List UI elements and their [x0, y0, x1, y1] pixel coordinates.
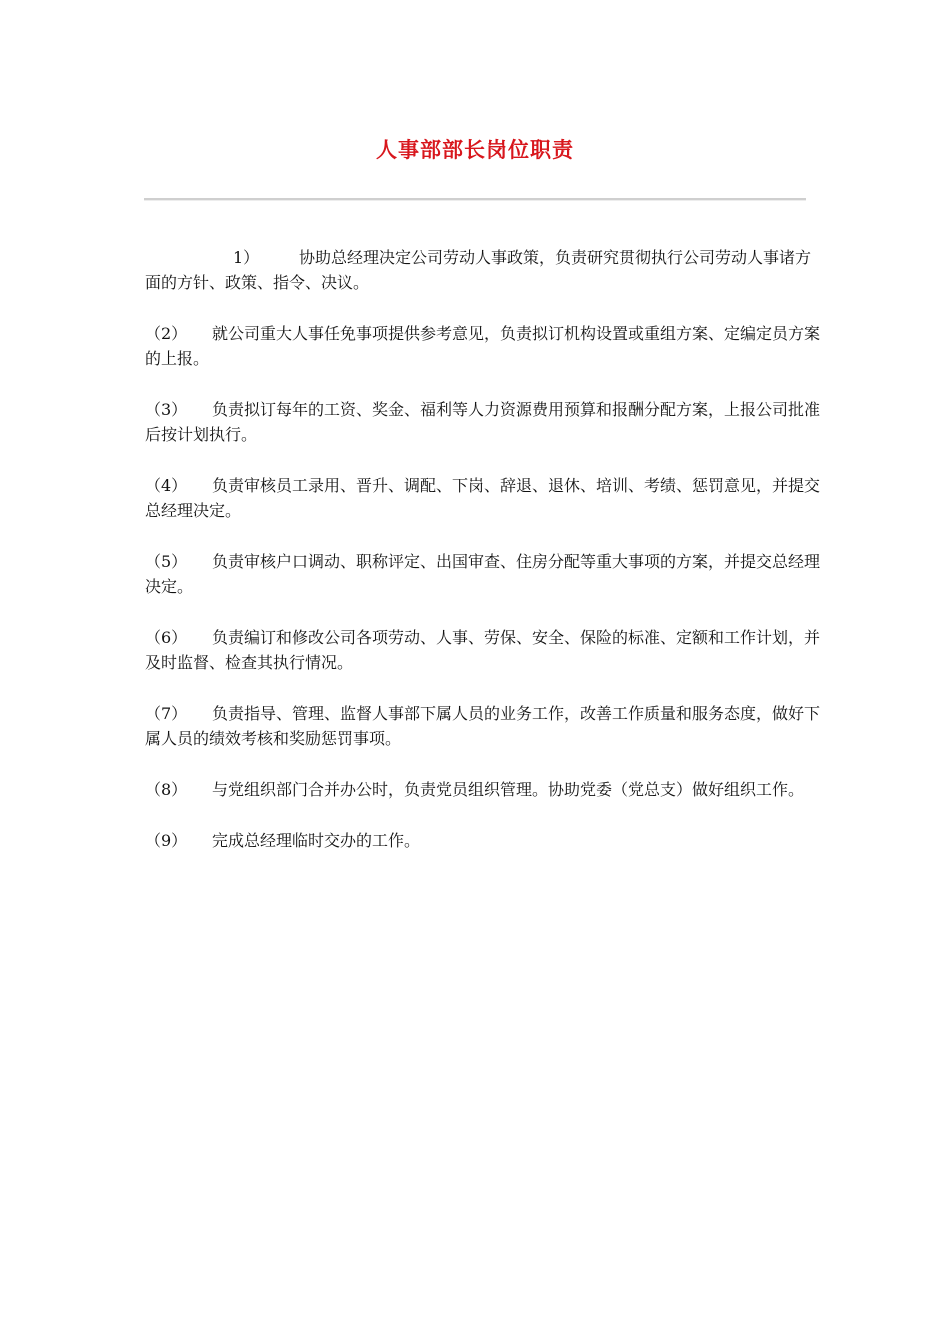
- title-divider: [144, 198, 806, 201]
- duty-number: （4）: [145, 476, 188, 495]
- duty-item-3: [145, 397, 820, 447]
- duty-text: 负责审核员工录用、晋升、调配、下岗、辞退、退休、培训、考绩、惩罚意见，并提交总经理决定。: [145, 476, 821, 520]
- duty-text: 负责拟订每年的工资、奖金、福利等人力资源费用预算和报酬分配方案，上报公司批准后按计划执行。: [145, 400, 821, 444]
- duty-item-2: [145, 321, 820, 371]
- duty-text: 完成总经理临时交办的工作。: [212, 831, 421, 850]
- duty-number: （8）: [145, 780, 188, 799]
- duty-number: （5）: [145, 552, 188, 571]
- duty-text: 负责审核户口调动、职称评定、出国审查、住房分配等重大事项的方案，并提交总经理决定。: [145, 552, 821, 596]
- duty-item-4: [145, 473, 820, 523]
- duty-item-8: [145, 777, 820, 802]
- duty-text: 协助总经理决定公司劳动人事政策，负责研究贯彻执行公司劳动人事诸方面的方针、政策、指令、决议。: [145, 248, 812, 292]
- duty-number: 1）: [233, 248, 260, 267]
- document-title: 人事部部长岗位职责: [376, 138, 574, 162]
- duties-list: [145, 245, 820, 879]
- duty-text: 与党组织部门合并办公时，负责党员组织管理。协助党委（党总支）做好组织工作。: [212, 780, 805, 799]
- duty-number: （3）: [145, 400, 188, 419]
- duty-number: （7）: [145, 704, 188, 723]
- duty-number: （6）: [145, 628, 188, 647]
- duty-text: 负责编订和修改公司各项劳动、人事、劳保、安全、保险的标准、定额和工作计划，并及时监督、检查其执行情况。: [145, 628, 821, 672]
- duty-item-9: [145, 828, 820, 853]
- duty-text: 就公司重大人事任免事项提供参考意见，负责拟订机构设置或重组方案、定编定员方案的上报。: [145, 324, 821, 368]
- duty-item-5: [145, 549, 820, 599]
- duty-item-7: [145, 701, 820, 751]
- duty-item-6: [145, 625, 820, 675]
- duty-text: 负责指导、管理、监督人事部下属人员的业务工作，改善工作质量和服务态度，做好下属人员的绩效考核和奖励惩罚事项。: [145, 704, 821, 748]
- duty-number: （9）: [145, 831, 188, 850]
- duty-item-1: [145, 245, 820, 295]
- duty-number: （2）: [145, 324, 188, 343]
